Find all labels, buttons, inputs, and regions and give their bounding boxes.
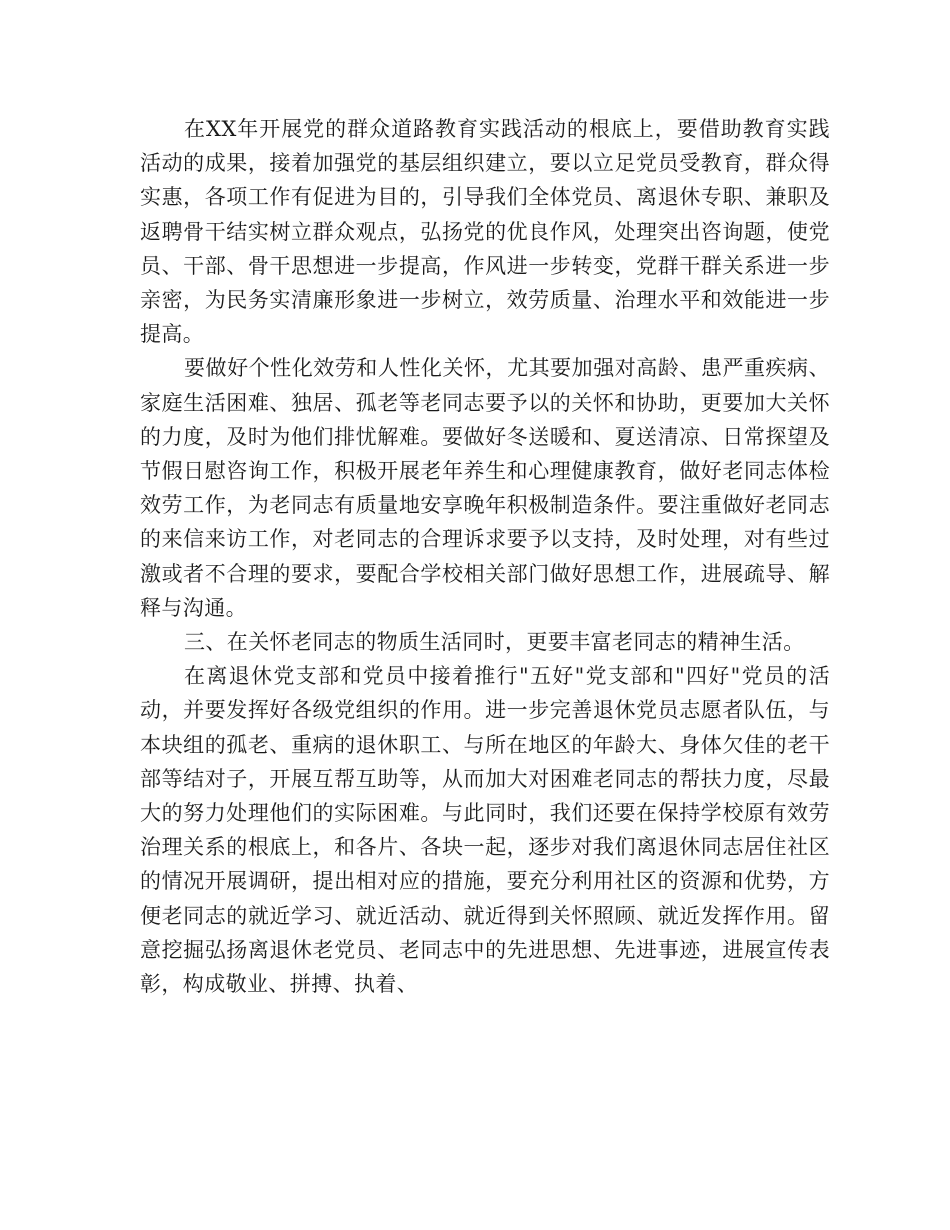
paragraph-4: 在离退休党支部和党员中接着推行"五好"党支部和"四好"党员的活动，并要发挥好各级党组织的作用。进一步完善退休党员志愿者队伍，与本块组的孤老、重病的退休职工、与所在地区的年龄大、身体欠佳的老干部等结对子，开展互帮互助等，从而加大对困难老同志的帮扶力度，尽最大的努力处理他们的实际困难。与此同时，我们还要在保持学校原有效劳治理关系的根底上，和各片、各块一起，逐步对我们离退休同志居住社区的情况开展调研，提出相对应的措施，要充分利用社区的资源和优势，方便老同志的就近学习、就近活动、就近得到关怀照顾、就近发挥作用。留意挖掘弘扬离退休老党员、老同志中的先进思想、先进事迹，进展宣传表彰，构成敬业、拼搏、执着、 (140, 664, 830, 997)
paragraph-1: 在XX年开展党的群众道路教育实践活动的根底上，要借助教育实践活动的成果，接着加强党的基层组织建立，要以立足党员受教育，群众得实惠，各项工作有促进为目的，引导我们全体党员、离退休专职、兼职及返聘骨干结实树立群众观点，弘扬党的优良作风，处理突出咨询题，使党员、干部、骨干思想进一步提高，作风进一步转变，党群干群关系进一步亲密，为民务实清廉形象进一步树立，效劳质量、治理水平和效能进一步提高。 (140, 117, 830, 347)
document-body (140, 112, 830, 1001)
paragraph-2: 要做好个性化效劳和人性化关怀，尤其要加强对高龄、患严重疾病、家庭生活困难、独居、孤老等老同志要予以的关怀和协助，更要加大关怀的力度，及时为他们排忧解难。要做好冬送暖和、夏送清凉、日常探望及节假日慰咨询工作，积极开展老年养生和心理健康教育，做好老同志体检效劳工作，为老同志有质量地安享晚年积极制造条件。要注重做好老同志的来信来访工作，对老同志的合理诉求要予以支持，及时处理，对有些过激或者不合理的要求，要配合学校相关部门做好思想工作，进展疏导、解释与沟通。 (140, 356, 830, 620)
section-heading-3: 三、在关怀老同志的物质生活同时，更要丰富老同志的精神生活。 (184, 630, 805, 655)
